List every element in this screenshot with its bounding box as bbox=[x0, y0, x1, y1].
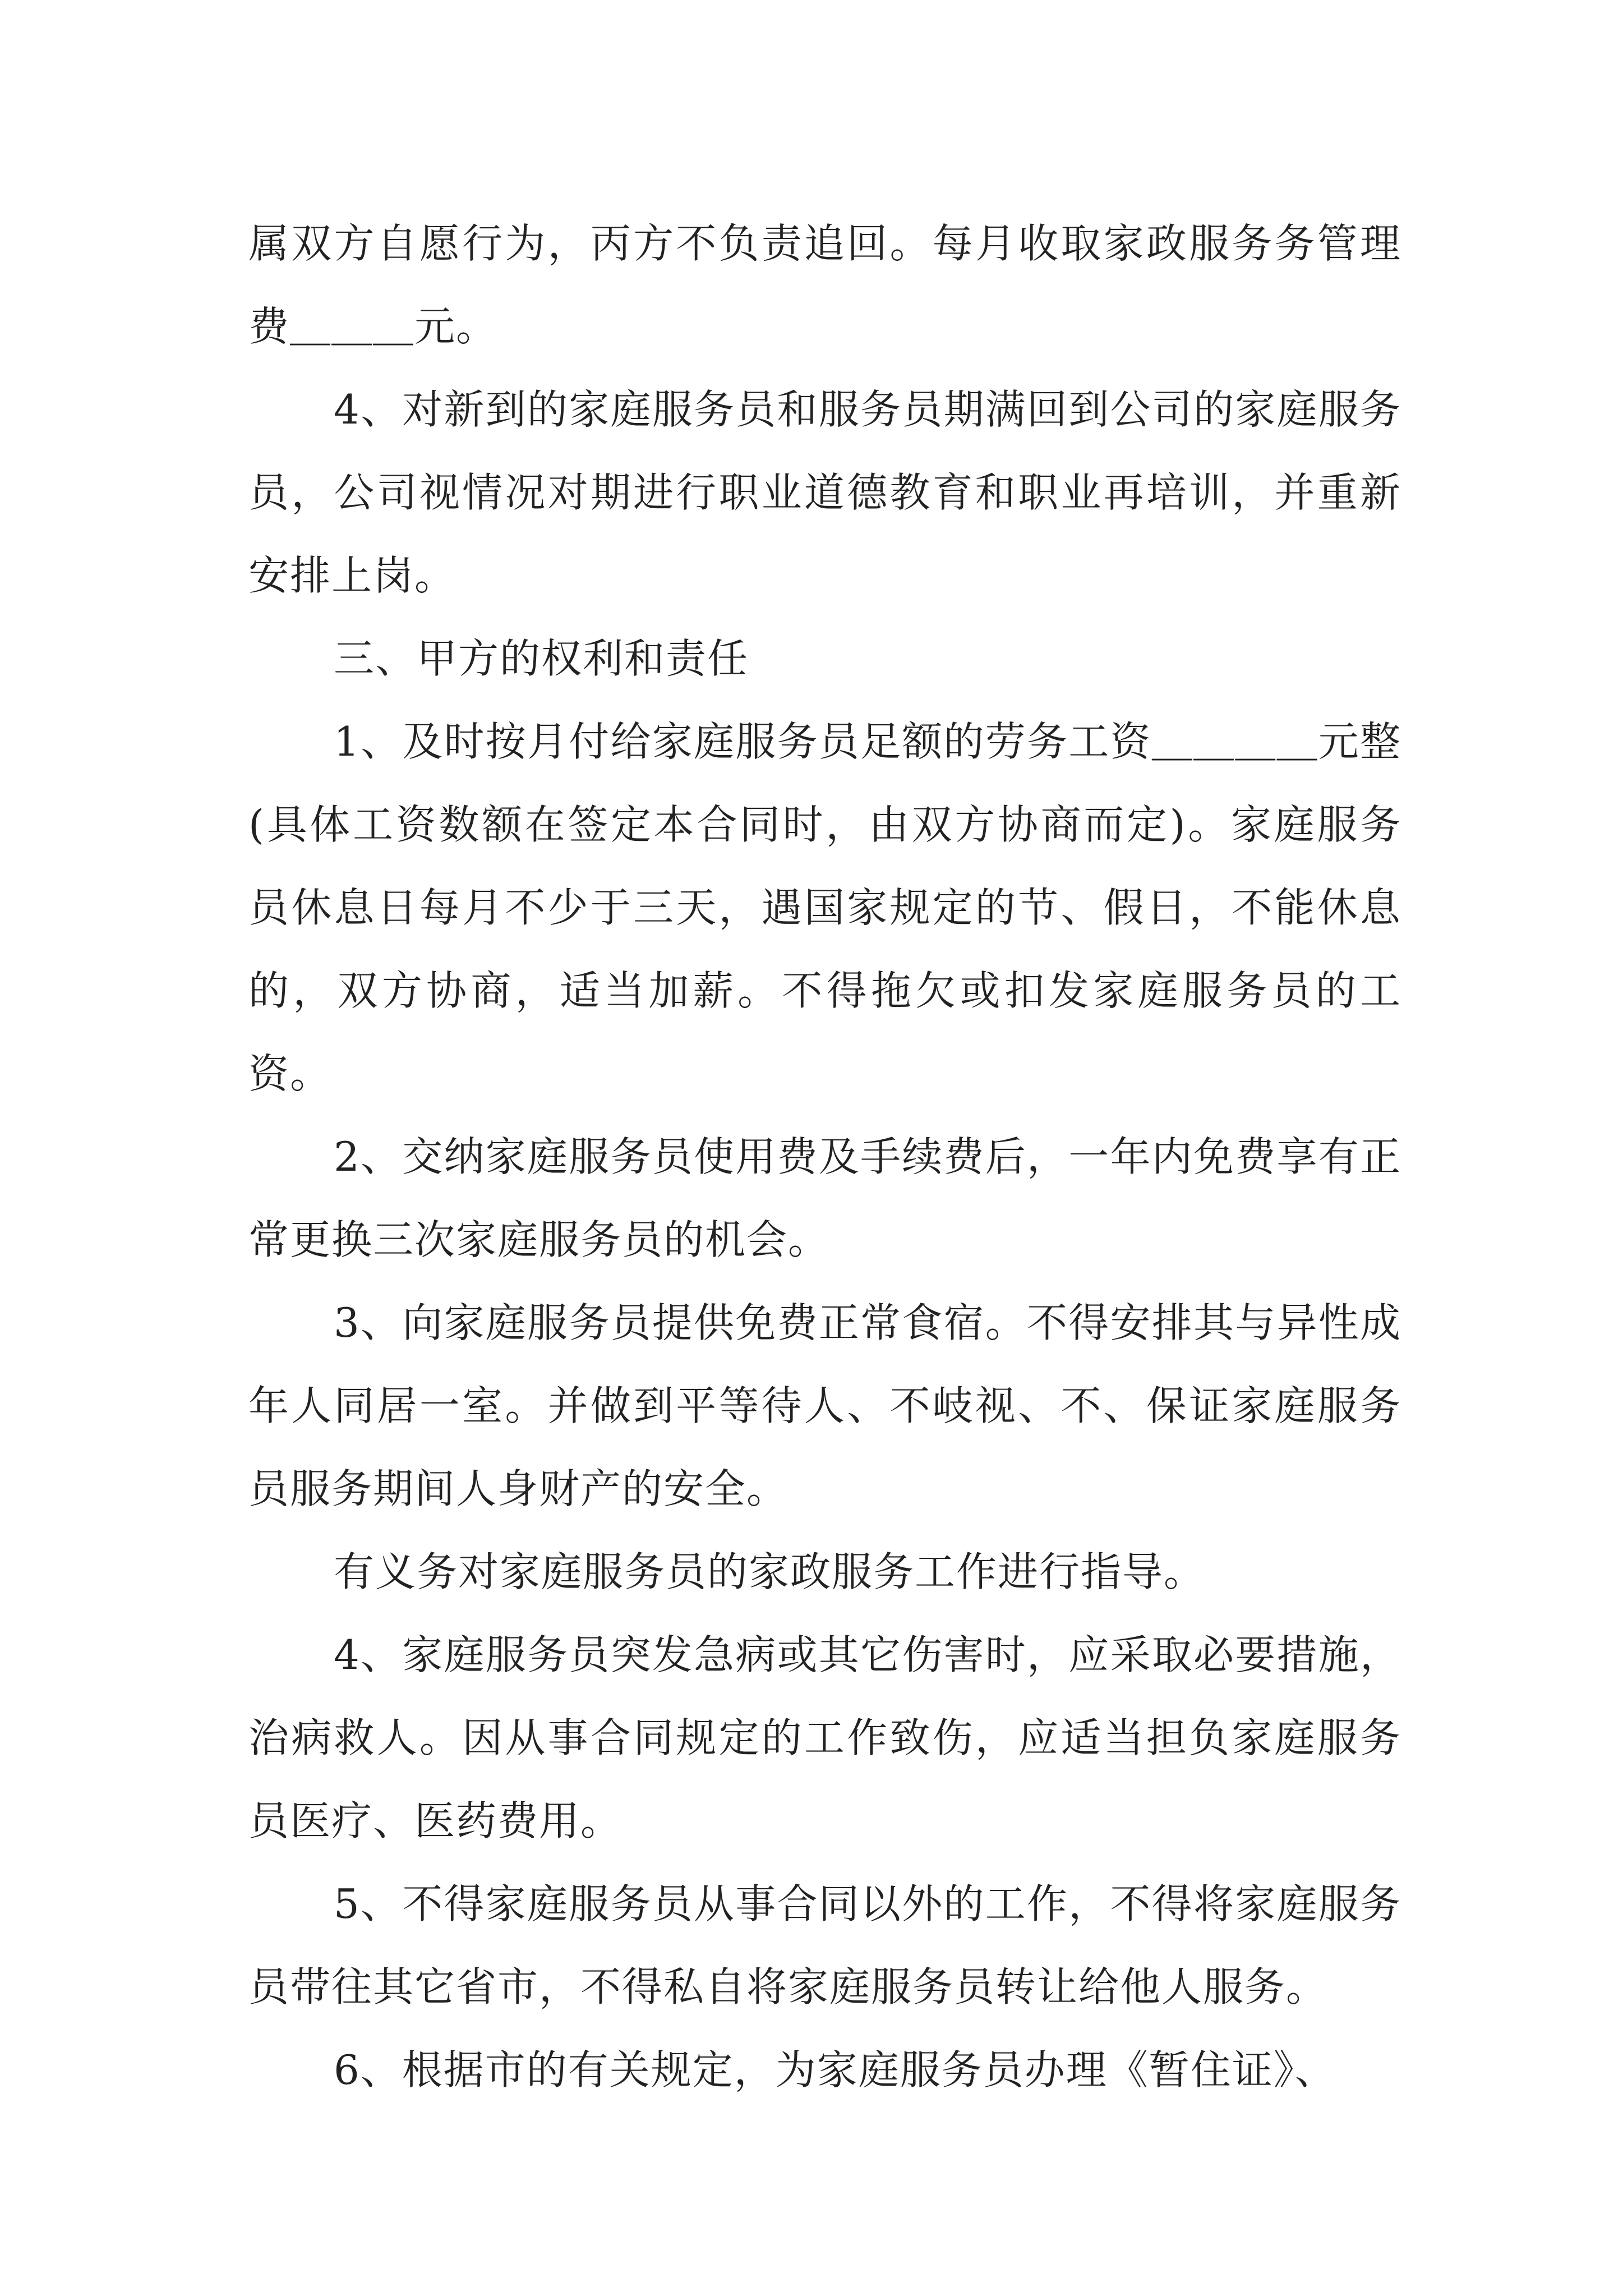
paragraph-item-4-training: 4、对新到的家庭服务员和服务员期满回到公司的家庭服务员，公司视情况对期进行职业道德教育和职业再培训，并重新安排上岗。 bbox=[248, 386, 1401, 599]
paragraph-item-1-wages: 1、及时按月付给家庭服务员足额的劳务工资＿＿＿＿元整(具体工资数额在签定本合同时，由双方协商而定)。家庭服务员休息日每月不少于三天，遇国家规定的节、假日，不能休息的，双方协商，适当加薪。不得拖欠或扣发家庭服务员的工资。 bbox=[248, 718, 1401, 1097]
section-heading-party-a: 三、甲方的权利和责任 bbox=[334, 635, 749, 682]
paragraph-item-4-medical: 4、家庭服务员突发急病或其它伤害时，应采取必要措施，治病救人。因从事合同规定的工作致伤，应适当担负家庭服务员医疗、医药费用。 bbox=[248, 1631, 1401, 1844]
paragraph-item-2-replacement: 2、交纳家庭服务员使用费及手续费后，一年内免费享有正常更换三次家庭服务员的机会。 bbox=[248, 1133, 1401, 1263]
paragraph-item-6-permit: 6、根据市的有关规定，为家庭服务员办理《暂住证》、 bbox=[334, 2046, 1336, 2093]
paragraph-item-3-lodging: 3、向家庭服务员提供免费正常食宿。不得安排其与异性成年人同居一室。并做到平等待人、不岐视、不、保证家庭服务员服务期间人身财产的安全。 bbox=[248, 1299, 1401, 1512]
paragraph-item-5-restrictions: 5、不得家庭服务员从事合同以外的工作，不得将家庭服务员带往其它省市，不得私自将家庭服务员转让给他人服务。 bbox=[248, 1880, 1401, 2010]
document-body bbox=[248, 202, 1401, 2111]
paragraph-fee-clause: 属双方自愿行为，丙方不负责追回。每月收取家政服务务管理费＿＿＿元。 bbox=[248, 220, 1401, 350]
paragraph-guidance-duty: 有义务对家庭服务员的家政服务工作进行指导。 bbox=[334, 1548, 1206, 1595]
